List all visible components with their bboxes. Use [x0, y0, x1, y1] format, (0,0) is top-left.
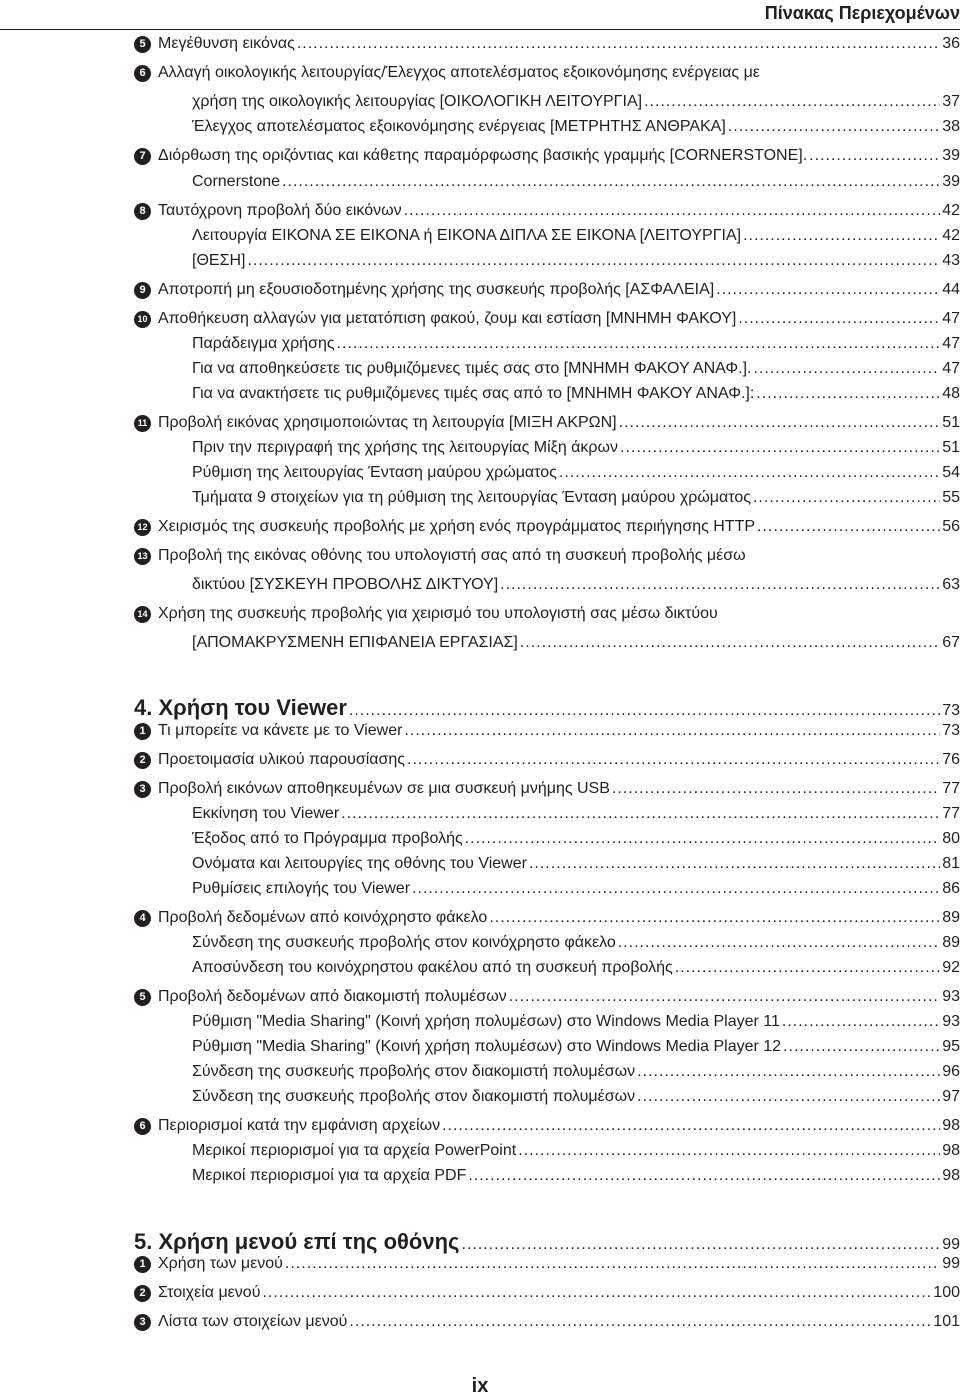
leader-dots: [756, 383, 940, 405]
leader-dots: [757, 516, 940, 538]
leader-dots: [349, 700, 940, 722]
leader-dots: [489, 907, 940, 929]
item-number-badge: 2: [134, 752, 151, 769]
leader-dots: [412, 878, 940, 900]
toc-entry[interactable]: [0, 516, 960, 538]
toc-entry-title: Ρύθμιση "Media Sharing" (Κοινή χρήση πολυμέσων) στο Windows Media Player 11: [192, 1013, 780, 1030]
toc-entry-page: 97: [942, 1088, 960, 1105]
toc-entry[interactable]: [0, 279, 960, 301]
toc-entry-page: 51: [942, 439, 960, 456]
toc-entry-page: 42: [942, 202, 960, 219]
toc-entry-page: 51: [942, 414, 960, 431]
toc-entry[interactable]: [0, 250, 960, 272]
toc-entry[interactable]: [0, 383, 960, 405]
toc-entry[interactable]: [0, 1086, 960, 1108]
leader-dots: [620, 437, 940, 459]
toc-entry-title: Αποτροπή μη εξουσιοδοτημένης χρήσης της συσκευής προβολής [ΑΣΦΑΛΕΙΑ]: [158, 281, 715, 298]
leader-dots: [520, 632, 940, 654]
section-5-title: 5. Χρήση μενού επί της οθόνης: [134, 1229, 460, 1254]
leader-dots: [349, 1311, 931, 1333]
leader-dots: [618, 932, 940, 954]
toc-entry-page: 56: [942, 518, 960, 535]
toc-entry-title: Προβολή δεδομένων από διακομιστή πολυμέσων: [158, 988, 507, 1005]
toc-entry-title: δικτύου [ΣΥΣΚΕΥΗ ΠΡΟΒΟΛΗΣ ΔΙΚΤΥΟΥ]: [192, 576, 499, 593]
leader-dots: [262, 1282, 931, 1304]
leader-dots: [337, 333, 941, 355]
toc-entry[interactable]: [0, 1253, 960, 1275]
item-number-badge: 14: [134, 606, 151, 623]
toc-entry-page: 96: [942, 1063, 960, 1080]
toc-entry-title: Τμήματα 9 στοιχείων για τη ρύθμιση της λειτουργίας Ένταση μαύρου χρώματος: [192, 489, 751, 506]
page-number: ix: [471, 1375, 489, 1397]
leader-dots: [753, 358, 940, 380]
toc-entry-title: Για να ανακτήσετε τις ρυθμιζόμενες τιμές σας από το [ΜΝΗΜΗ ΦΑΚΟΥ ΑΝΑΦ.]:: [192, 385, 755, 402]
toc-entry-page: 44: [942, 281, 960, 298]
item-number-badge: 10: [134, 311, 151, 328]
toc-entry-page: 47: [942, 310, 960, 327]
toc-entry-title: Προβολή της εικόνας οθόνης του υπολογιστή σας από τη συσκευή προβολής μέσω: [158, 547, 746, 564]
leader-dots: [518, 1140, 940, 1162]
toc-entry[interactable]: [0, 62, 960, 84]
toc-entry-page: 81: [942, 855, 960, 872]
toc-entry-page: 43: [942, 252, 960, 269]
toc-entry-title: [ΑΠΟΜΑΚΡΥΣΜΕΝΗ ΕΠΙΦΑΝΕΙΑ ΕΡΓΑΣΙΑΣ]: [192, 634, 518, 651]
toc-entry[interactable]: [0, 986, 960, 1008]
item-number-badge: 9: [134, 282, 151, 299]
toc-entry-title: Παράδειγμα χρήσης: [192, 335, 335, 352]
toc-entry-page: 93: [942, 1013, 960, 1030]
toc-entry[interactable]: [0, 437, 960, 459]
toc-entry-title: Λίστα των στοιχείων μενού: [158, 1313, 348, 1330]
leader-dots: [500, 574, 940, 596]
toc-entry-title: Εκκίνηση του Viewer: [192, 805, 340, 822]
toc-entry-page: 80: [942, 830, 960, 847]
leader-dots: [644, 91, 940, 113]
leader-dots: [728, 116, 940, 138]
leader-dots: [753, 487, 940, 509]
item-number-badge: 3: [134, 781, 151, 798]
toc-entry[interactable]: [0, 33, 960, 55]
item-number-badge: 11: [134, 415, 151, 432]
section-4-title: 4. Χρήση του Viewer: [134, 695, 347, 720]
toc-entry-page: 55: [942, 489, 960, 506]
toc-entry[interactable]: [0, 1165, 960, 1187]
leader-dots: [783, 1036, 940, 1058]
toc-entry-title: Ρυθμίσεις επιλογής του Viewer: [192, 880, 411, 897]
leader-dots: [404, 720, 940, 742]
toc-entry[interactable]: [0, 1311, 960, 1333]
toc-entry-page: 47: [942, 335, 960, 352]
toc-entry-title: Μερικοί περιορισμοί για τα αρχεία PDF: [192, 1167, 467, 1184]
header-title: Πίνακας Περιεχομένων: [764, 3, 960, 23]
toc-entry[interactable]: [0, 1011, 960, 1033]
toc-entry[interactable]: [0, 932, 960, 954]
toc-entry-page: 99: [942, 1255, 960, 1272]
toc-entry-page: 92: [942, 959, 960, 976]
leader-dots: [407, 749, 940, 771]
toc-entry-page: 73: [942, 722, 960, 739]
leader-dots: [282, 171, 940, 193]
toc-entry-title: Προετοιμασία υλικού παρουσίασης: [158, 751, 406, 768]
toc-entry[interactable]: [0, 632, 960, 654]
toc-entry-title: Στοιχεία μενού: [158, 1284, 261, 1301]
item-number-badge: 5: [134, 989, 151, 1006]
toc-entry-page: 63: [942, 576, 960, 593]
leader-dots: [529, 853, 940, 875]
toc-entry-title: Προβολή εικόνων αποθηκευμένων σε μια συσκευή μνήμης USB: [158, 780, 610, 797]
leader-dots: [612, 778, 940, 800]
item-number-badge: 6: [134, 1118, 151, 1135]
toc-entry-title: Μερικοί περιορισμοί για τα αρχεία PowerPoint: [192, 1142, 517, 1159]
leader-dots: [509, 986, 941, 1008]
toc-entry-title: Έλεγχος αποτελέσματος εξοικονόμησης ενέργειας [ΜΕΤΡΗΤΗΣ ΑΝΘΡΑΚΑ]: [192, 118, 726, 135]
toc-entry[interactable]: [0, 1282, 960, 1304]
toc-entry-title: Σύνδεση της συσκευής προβολής στον διακομιστή πολυμέσων: [192, 1088, 636, 1105]
toc-entry-page: 89: [942, 909, 960, 926]
toc-entry-page: 54: [942, 464, 960, 481]
toc-entry-title: Cornerstone: [192, 173, 281, 190]
toc-entry-title: Προβολή δεδομένων από κοινόχρηστο φάκελο: [158, 909, 488, 926]
toc-entry[interactable]: [0, 803, 960, 825]
leader-dots: [468, 1165, 940, 1187]
leader-dots: [743, 225, 940, 247]
item-number-badge: 1: [134, 1256, 151, 1273]
toc-entry-page: 39: [942, 147, 960, 164]
toc-entry-page: 76: [942, 751, 960, 768]
item-number-badge: 5: [134, 36, 151, 53]
toc-entry[interactable]: [0, 487, 960, 509]
toc-entry-page: 95: [942, 1038, 960, 1055]
toc-entry-page: 42: [942, 227, 960, 244]
toc-entry-title: Αποσύνδεση του κοινόχρηστου φακέλου από τη συσκευή προβολής: [192, 959, 673, 976]
toc-entry-title: Χρήση της συσκευής προβολής για χειρισμό του υπολογιστή σας μέσω δικτύου: [158, 605, 718, 622]
toc-entry-title: Σύνδεση της συσκευής προβολής στον διακομιστή πολυμέσων: [192, 1063, 636, 1080]
toc-entry-page: 38: [942, 118, 960, 135]
leader-dots: [619, 412, 941, 434]
toc-entry-title: Αλλαγή οικολογικής λειτουργίας/Έλεγχος αποτελέσματος εξοικονόμησης ενέργειας με: [158, 64, 760, 81]
item-number-badge: 8: [134, 203, 151, 220]
toc-entry-title: Έξοδος από το Πρόγραμμα προβολής: [192, 830, 463, 847]
toc-entry[interactable]: [0, 1140, 960, 1162]
item-number-badge: 1: [134, 723, 151, 740]
item-number-badge: 13: [134, 548, 151, 565]
toc-entry[interactable]: [0, 545, 960, 567]
toc-entry[interactable]: [0, 91, 960, 113]
leader-dots: [716, 279, 940, 301]
toc-entry-title: Περιορισμοί κατά την εμφάνιση αρχείων: [158, 1117, 441, 1134]
toc-entry-title: Ταυτόχρονη προβολή δύο εικόνων: [158, 202, 402, 219]
toc-entry-title: Χρήση των μενού: [158, 1255, 283, 1272]
toc-entry[interactable]: [0, 749, 960, 771]
toc-entry-page: 89: [942, 934, 960, 951]
toc-entry[interactable]: [0, 828, 960, 850]
item-number-badge: 4: [134, 910, 151, 927]
toc-entry[interactable]: [0, 308, 960, 330]
toc-entry[interactable]: [0, 574, 960, 596]
item-number-badge: 12: [134, 519, 151, 536]
toc-entry-title: Διόρθωση της οριζόντιας και κάθετης παραμόρφωσης βασικής γραμμής [CORNERSTONE].: [158, 147, 808, 164]
toc-entry-title: Μεγέθυνση εικόνας: [158, 35, 295, 52]
toc-entry-title: χρήση της οικολογικής λειτουργίας [ΟΙΚΟΛΟΓΙΚΗ ΛΕΙΤΟΥΡΓΙΑ]: [192, 93, 643, 110]
toc-entry-title: Χειρισμός της συσκευής προβολής με χρήση ενός προγράμματος περιήγησης HTTP: [158, 518, 756, 535]
toc-entry[interactable]: [0, 412, 960, 434]
toc-entry-title: Σύνδεση της συσκευής προβολής στον κοινόχρηστο φάκελο: [192, 934, 616, 951]
toc-entry-title: Ονόματα και λειτουργίες της οθόνης του Viewer: [192, 855, 527, 872]
leader-dots: [675, 957, 940, 979]
toc-entry[interactable]: [0, 333, 960, 355]
leader-dots: [809, 145, 940, 167]
toc-entry-title: Προβολή εικόνας χρησιμοποιώντας τη λειτουργία [ΜΙΞΗ ΑΚΡΩΝ]: [158, 414, 617, 431]
toc-entry[interactable]: [0, 462, 960, 484]
toc-entry-page: 98: [942, 1167, 960, 1184]
toc-entry-title: Ρύθμιση "Media Sharing" (Κοινή χρήση πολυμέσων) στο Windows Media Player 12: [192, 1038, 782, 1055]
page-header: [0, 0, 960, 30]
toc-entry[interactable]: [0, 145, 960, 167]
toc-entry-title: Για να αποθηκεύσετε τις ρυθμιζόμενες τιμές σας στο [ΜΝΗΜΗ ΦΑΚΟΥ ΑΝΑΦ.].: [192, 360, 752, 377]
toc-entry-page: 86: [942, 880, 960, 897]
toc-entry[interactable]: [0, 957, 960, 979]
toc-entry-page: 101: [933, 1313, 960, 1330]
leader-dots: [341, 803, 940, 825]
toc-entry[interactable]: [0, 200, 960, 222]
toc-entry-title: [ΘΕΣΗ]: [192, 252, 246, 269]
leader-dots: [285, 1253, 940, 1275]
toc-entry-page: 98: [942, 1142, 960, 1159]
toc-entry-page: 93: [942, 988, 960, 1005]
toc-entry-page: 98: [942, 1117, 960, 1134]
toc-entry[interactable]: [0, 171, 960, 193]
toc-entry-page: 100: [933, 1284, 960, 1301]
section-4-page: 73: [942, 702, 960, 719]
toc-entry-page: 77: [942, 780, 960, 797]
toc-entry-page: 47: [942, 360, 960, 377]
toc-entry-page: 39: [942, 173, 960, 190]
leader-dots: [465, 828, 941, 850]
toc-entry-title: Πριν την περιγραφή της χρήσης της λειτουργίας Μίξη άκρων: [192, 439, 619, 456]
toc-entry-page: 77: [942, 805, 960, 822]
toc-entry-title: Λειτουργία ΕΙΚΟΝΑ ΣΕ ΕΙΚΟΝΑ ή ΕΙΚΟΝΑ ΔΙΠΛΑ ΣΕ ΕΙΚΟΝΑ [ΛΕΙΤΟΥΡΓΙΑ]: [192, 227, 742, 244]
toc-entry[interactable]: [0, 778, 960, 800]
toc-entry-page: 37: [942, 93, 960, 110]
toc-entry-page: 67: [942, 634, 960, 651]
toc-entry-page: 48: [942, 385, 960, 402]
leader-dots: [442, 1115, 940, 1137]
toc-entry[interactable]: [0, 853, 960, 875]
item-number-badge: 3: [134, 1314, 151, 1331]
leader-dots: [297, 33, 940, 55]
toc-entry[interactable]: [0, 907, 960, 929]
toc-entry-title: Αποθήκευση αλλαγών για μετατόπιση φακού, ζουμ και εστίαση [ΜΝΗΜΗ ΦΑΚΟΥ]: [158, 310, 737, 327]
toc-entry[interactable]: [0, 358, 960, 380]
toc-entry[interactable]: [0, 225, 960, 247]
leader-dots: [637, 1086, 940, 1108]
toc-entry[interactable]: [0, 1061, 960, 1083]
toc-entry[interactable]: [0, 603, 960, 625]
item-number-badge: 7: [134, 148, 151, 165]
toc-entry[interactable]: [0, 1036, 960, 1058]
toc-entry-page: 36: [942, 35, 960, 52]
item-number-badge: 6: [134, 65, 151, 82]
toc-entry[interactable]: [0, 1115, 960, 1137]
leader-dots: [738, 308, 940, 330]
toc-entry-title: Ρύθμιση της λειτουργίας Ένταση μαύρου χρώματος: [192, 464, 557, 481]
item-number-badge: 2: [134, 1285, 151, 1302]
leader-dots: [782, 1011, 940, 1033]
toc-entry[interactable]: [0, 116, 960, 138]
toc-entry-title: Τι μπορείτε να κάνετε με το Viewer: [158, 722, 403, 739]
leader-dots: [247, 250, 940, 272]
leader-dots: [637, 1061, 940, 1083]
section-5-page: 99: [942, 1236, 960, 1253]
leader-dots: [559, 462, 940, 484]
leader-dots: [404, 200, 941, 222]
toc-entry[interactable]: [0, 878, 960, 900]
toc-entry[interactable]: [0, 720, 960, 742]
